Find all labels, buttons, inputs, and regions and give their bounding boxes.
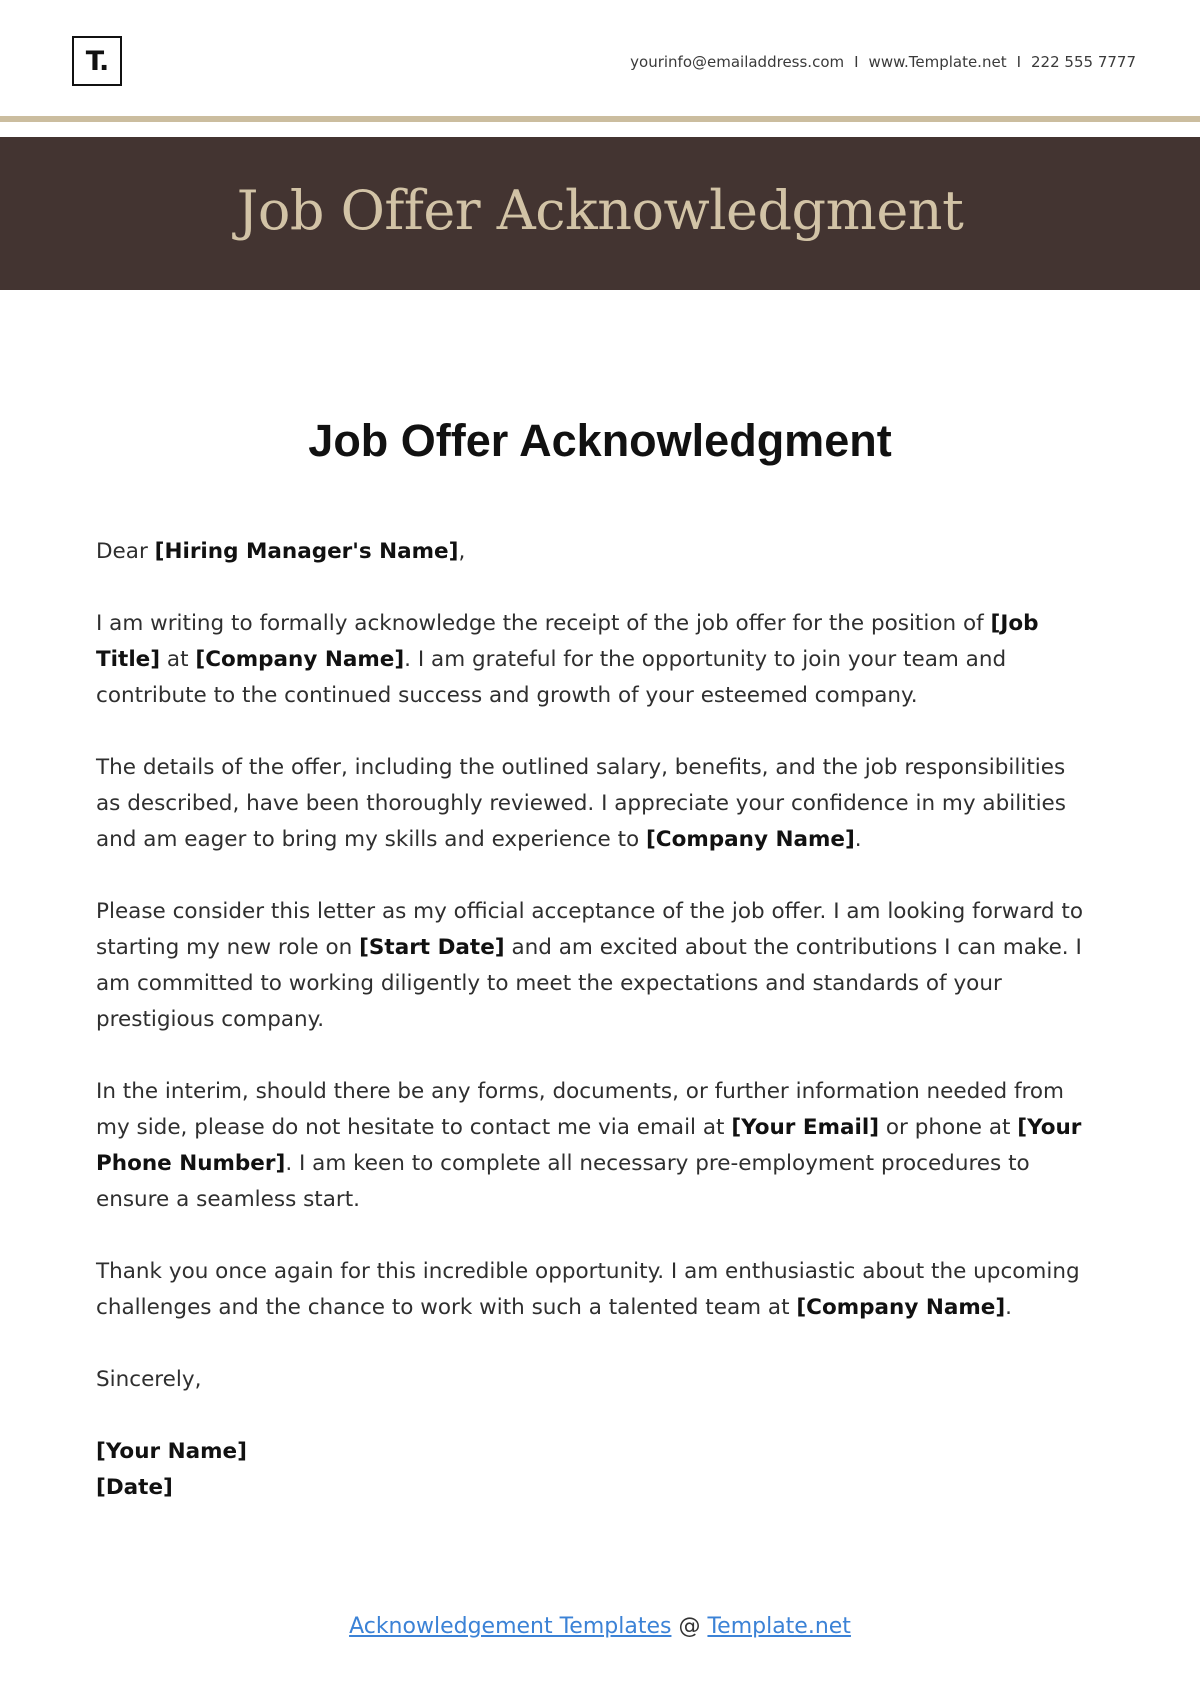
letter-body: [96, 534, 1096, 1506]
banner-title: Job Offer Acknowledgment: [236, 179, 964, 242]
template-net-link[interactable]: Template.net: [707, 1614, 851, 1639]
closing: Sincerely,: [96, 1367, 202, 1392]
paragraph-text: and am excited about the contributions I can make. I am committed to working diligently to meet the expectations and standards of your prestigious company.: [96, 935, 1082, 1032]
paragraph-1: [96, 606, 1096, 714]
paragraph-text: Please consider this letter as my official acceptance of the job offer. I am looking forward to starting my new role on: [96, 899, 1083, 960]
paragraph-text: .: [1005, 1295, 1012, 1320]
company-name-placeholder: [Company Name]: [195, 647, 405, 672]
company-name-placeholder: [Company Name]: [796, 1295, 1006, 1320]
paragraph-text: . I am keen to complete all necessary pre-employment procedures to ensure a seamless start.: [96, 1151, 1030, 1212]
template-logo: T.: [72, 36, 122, 86]
paragraph-4: [96, 1074, 1096, 1218]
paragraph-text: .: [854, 827, 862, 852]
contact-website: www.Template.net: [868, 53, 1007, 71]
title-banner: [0, 137, 1200, 290]
paragraph-text: at: [160, 647, 196, 672]
salutation: [96, 534, 1096, 570]
footer-at: @: [671, 1614, 708, 1639]
paragraph-text: The details of the offer, including the outlined salary, benefits, and the job responsibilities as described, have been thoroughly reviewed. I appreciate your confidence in my abilities and am eager to bring my skills and experience to: [96, 755, 1066, 852]
paragraph-3: [96, 894, 1096, 1038]
signature-name-text: [Your Name]: [96, 1439, 247, 1464]
salutation-prefix: Dear: [96, 539, 155, 564]
salutation-suffix: ,: [458, 539, 466, 564]
start-date-placeholder: [Start Date]: [359, 935, 505, 960]
document-title: Job Offer Acknowledgment: [308, 415, 892, 466]
paragraph-text: . I am grateful for the opportunity to join your team and contribute to the continued success and growth of your esteemed company.: [96, 647, 1007, 708]
contact-separator: I: [854, 53, 859, 71]
contact-email: yourinfo@emailaddress.com: [630, 53, 845, 71]
signature-date: [96, 1470, 1096, 1506]
paragraph-text: Thank you once again for this incredible opportunity. I am enthusiastic about the upcoming challenges and the chance to work with such a talented team at: [96, 1259, 1080, 1320]
paragraph-text: I am writing to formally acknowledge the receipt of the job offer for the position of: [96, 611, 991, 636]
paragraph-2: [96, 750, 1096, 858]
paragraph-text: In the interim, should there be any forms, documents, or further information needed from my side, please do not hesitate to contact me via email at: [96, 1079, 1065, 1140]
signature-name: [96, 1434, 1096, 1470]
signature-date-text: [Date]: [96, 1475, 173, 1500]
acknowledgement-templates-link[interactable]: Acknowledgement Templates: [349, 1614, 672, 1639]
contact-info: [630, 53, 1136, 71]
paragraph-text: or phone at: [879, 1115, 1018, 1140]
recipient-name: [Hiring Manager's Name]: [154, 539, 459, 564]
paragraph-5: [96, 1254, 1096, 1326]
contact-separator: I: [1016, 53, 1022, 71]
job-title-placeholder: [Job Title]: [96, 611, 1039, 672]
email-placeholder: [Your Email]: [731, 1115, 880, 1140]
footer: [0, 1614, 1200, 1639]
contact-phone: 222 555 7777: [1031, 53, 1136, 71]
header-divider: [0, 116, 1200, 122]
company-name-placeholder: [Company Name]: [645, 827, 855, 852]
phone-placeholder: [Your Phone Number]: [96, 1115, 1082, 1176]
